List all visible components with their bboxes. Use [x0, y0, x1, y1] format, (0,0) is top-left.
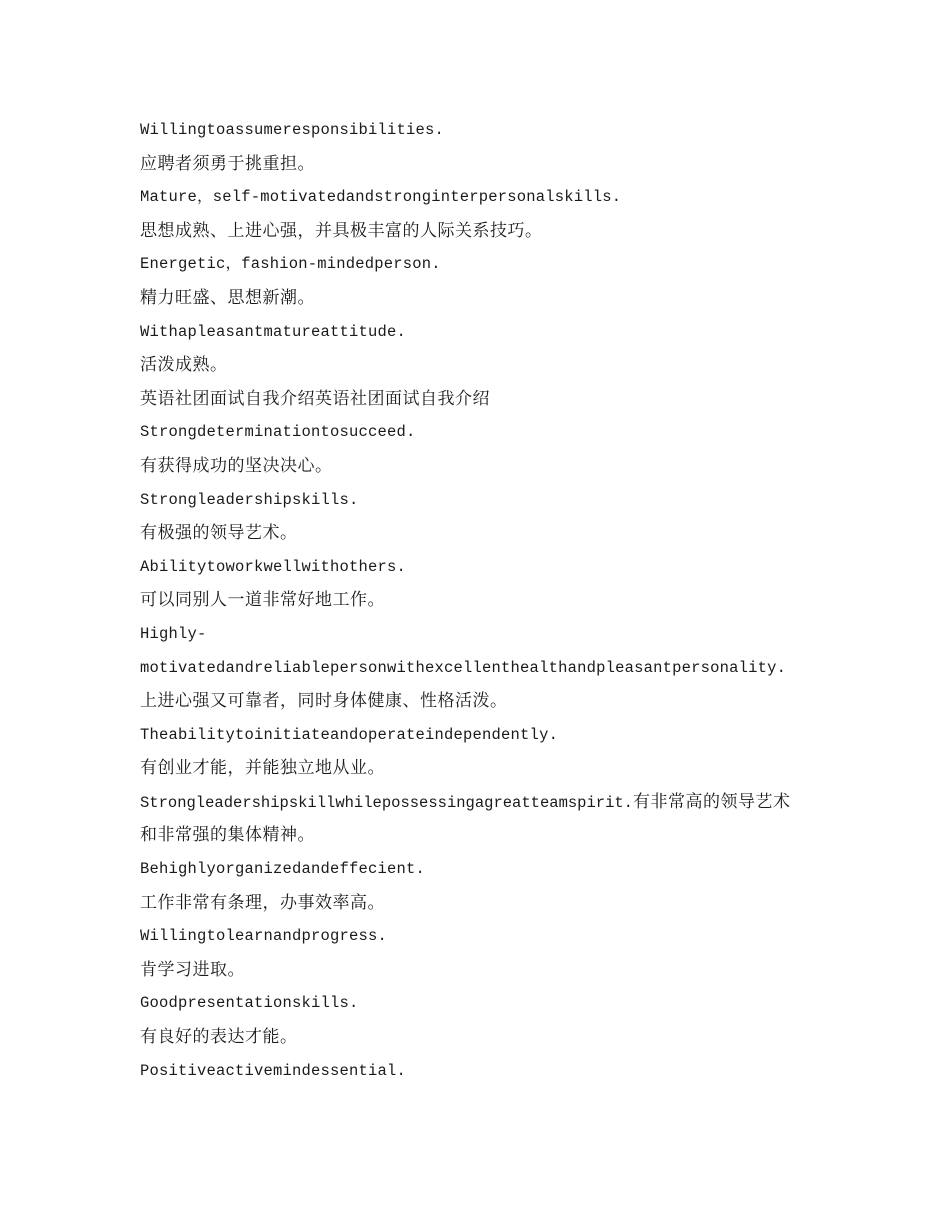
text-line: motivatedandreliablepersonwithexcellenthealthandpleasantpersonality.: [140, 658, 787, 677]
text-line: 思想成熟、上进心强，并具极丰富的人际关系技巧。: [140, 220, 543, 241]
text-line: Energetic，fashion-mindedperson.: [140, 255, 441, 274]
text-line: 有良好的表达才能。: [140, 1027, 298, 1048]
document-body: [140, 114, 820, 1088]
text-line: 工作非常有条理，办事效率高。: [140, 892, 385, 913]
text-line: Strongleadershipskills.: [140, 490, 359, 509]
text-line: 活泼成熟。: [140, 355, 228, 376]
text-line: 和非常强的集体精神。: [140, 825, 315, 846]
text-line: 可以同别人一道非常好地工作。: [140, 590, 385, 611]
text-line-english: Strongleadershipskillwhilepossessingagreatteamspirit.: [140, 793, 633, 812]
text-line: Withapleasantmatureattitude.: [140, 322, 407, 341]
text-line: Strongdeterminationtosucceed.: [140, 423, 416, 442]
section-heading: 英语社团面试自我介绍英语社团面试自我介绍: [140, 388, 490, 409]
text-line: 精力旺盛、思想新潮。: [140, 287, 315, 308]
text-line: Willingtolearnandprogress.: [140, 927, 388, 946]
text-line: Behighlyorganizedandeffecient.: [140, 860, 426, 879]
text-line: Goodpresentationskills.: [140, 994, 359, 1013]
text-line: 有创业才能，并能独立地从业。: [140, 758, 385, 779]
text-line: Mature，self-motivatedandstronginterpersonalskills.: [140, 188, 622, 207]
text-line: 应聘者须勇于挑重担。: [140, 153, 315, 174]
text-line: [140, 786, 820, 820]
text-line: Positiveactivemindessential.: [140, 1061, 407, 1080]
text-line: Theabilitytoinitiateandoperateindependently.: [140, 725, 559, 744]
text-line-chinese: 有非常高的领导艺术: [632, 791, 791, 812]
text-line: 有获得成功的坚决决心。: [140, 455, 333, 476]
text-line: Highly-: [140, 624, 207, 643]
text-line: Willingtoassumeresponsibilities.: [140, 121, 445, 139]
text-line: 肯学习进取。: [140, 959, 245, 980]
text-line: 有极强的领导艺术。: [140, 523, 298, 544]
text-line: 上进心强又可靠者，同时身体健康、性格活泼。: [140, 691, 508, 712]
text-line: Abilitytoworkwellwithothers.: [140, 557, 407, 576]
